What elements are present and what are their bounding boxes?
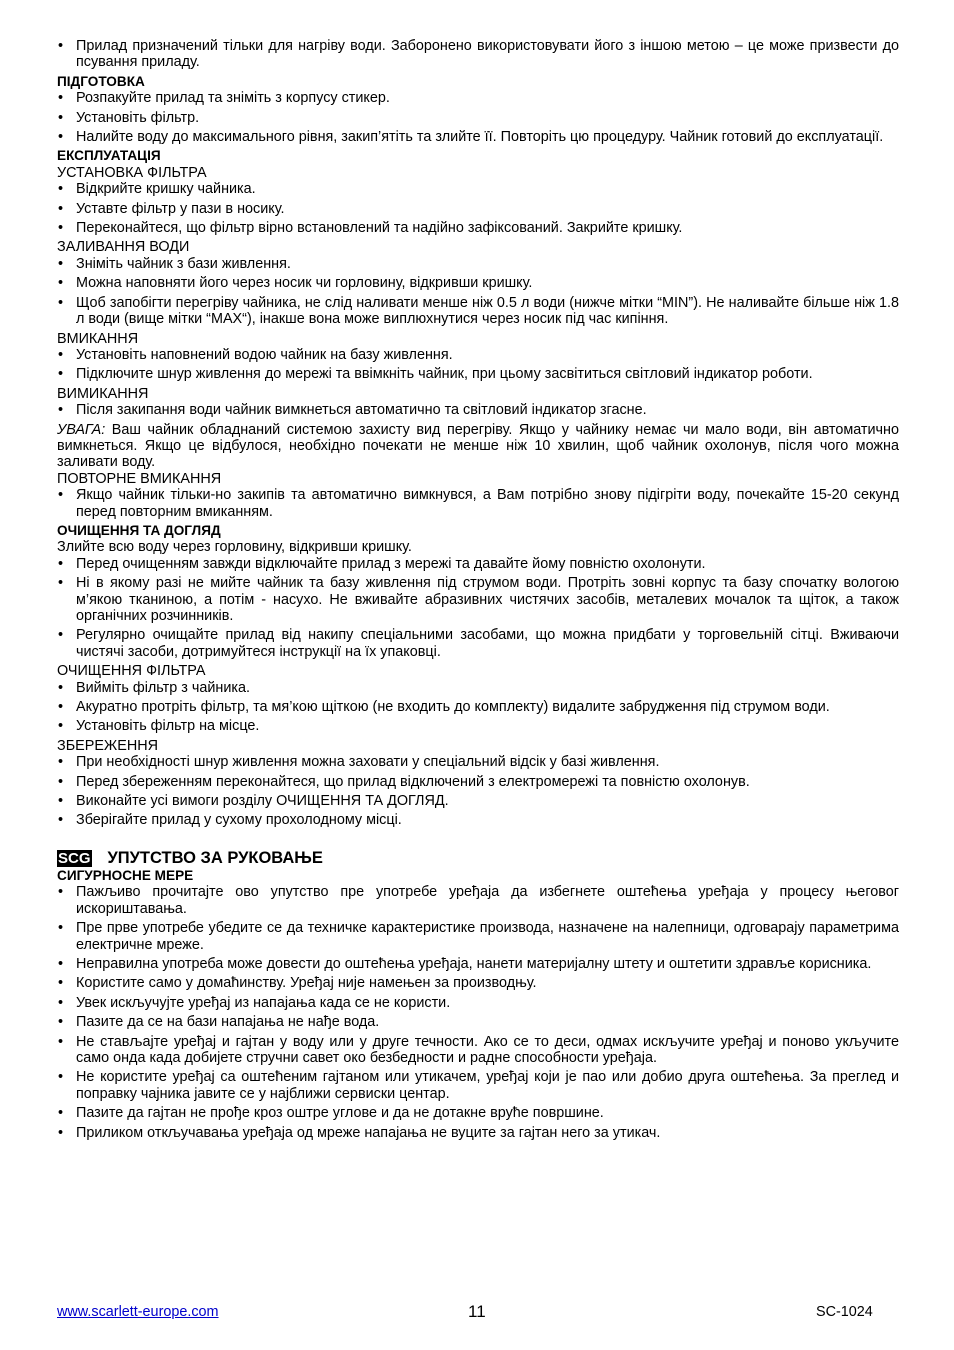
list-item: • Розпакуйте прилад та зніміть з корпусу стикер. (57, 90, 899, 106)
list-item: • Користите само у домаћинству. Уређај није намењен за производњу. (57, 975, 899, 991)
scg-safety-list (57, 884, 899, 1141)
section-heading: ЕКСПЛУАТАЦІЯ (57, 148, 161, 164)
list-item: • Зніміть чайник з бази живлення. (57, 256, 899, 272)
list-item: • Перед очищенням завжди відключайте прилад з мережі та давайте йому повністю охолонути. (57, 556, 899, 572)
list-item: • Налийте воду до максимального рівня, закип’ятіть та злийте її. Повторіть цю процедуру. Чайник готовий до експлуатації. (57, 129, 899, 145)
intro-list (57, 38, 899, 71)
list-item: • Відкрийте кришку чайника. (57, 181, 899, 197)
sections (57, 74, 899, 829)
section-subheading: ВИМИКАННЯ (57, 385, 149, 402)
list-item: • Пре прве употребе убедите се да техничке карактеристике производа, назначене на налепници, одговарају параметрима електричне мреже. (57, 920, 899, 953)
list-item: • Пазите да гајтан не прође кроз оштре углове и да не дотакне вруће површине. (57, 1105, 899, 1121)
list-item: • Пазите да се на бази напајања не нађе вода. (57, 1014, 899, 1030)
bullet-list (57, 90, 899, 145)
section-subheading: ЗБЕРЕЖЕННЯ (57, 737, 158, 754)
list-item: • Після закипання води чайник вимкнеться автоматично та світловий індикатор згасне. (57, 402, 899, 418)
scg-subtitle: СИГУРНОСНЕ МЕРЕ (57, 867, 194, 883)
document-body (57, 38, 899, 1144)
list-item: • Не користите уређај са оштећеним гајтаном или утикачем, уређај који је пао или добио друга оштећења. За преглед и поправку чајника јавите се у најближи сервиски центар. (57, 1069, 899, 1102)
bullet-list (57, 402, 899, 418)
section-subheading: ЗАЛИВАННЯ ВОДИ (57, 239, 190, 256)
list-item: • Уставте фільтр у пази в носику. (57, 201, 899, 217)
list-item: • При необхідності шнур живлення можна заховати у спеціальний відсік у базі живлення. (57, 754, 899, 770)
section-subheading: УСТАНОВКА ФІЛЬТРА (57, 164, 207, 181)
scg-section-title (57, 849, 899, 868)
model-number: SC-1024 (816, 1304, 873, 1320)
bullet-list (57, 347, 899, 383)
bullet-list (57, 680, 899, 735)
list-item: • Не стављајте уређај и гајтан у воду или у друге течности. Ако се то деси, одмах искључите уређај и поново укључите само онда када добијете стручни савет око безбедности и радне способности уређаја. (57, 1034, 899, 1067)
list-item: • Вийміть фільтр з чайника. (57, 680, 899, 696)
scg-title-text: УПУТСТВО ЗА РУКОВАЊЕ (107, 848, 323, 867)
bullet-list (57, 556, 899, 660)
list-item: • Приликом откључавања уређаја од мреже напајања не вуците за гајтан него за утикач. (57, 1125, 899, 1141)
bullet-list (57, 487, 899, 520)
warning-note (57, 422, 899, 471)
list-item: • Установіть фільтр. (57, 110, 899, 126)
list-item: • Переконайтеся, що фільтр вірно встановлений та надійно зафіксований. Закрийте кришку. (57, 220, 899, 236)
section-subheading: ОЧИЩЕННЯ ФІЛЬТРА (57, 663, 206, 680)
page-number: 11 (468, 1302, 486, 1321)
list-item: • Прилад призначений тільки для нагріву води. Заборонено використовувати його з іншою метою – це може призвести до псування приладу. (57, 38, 899, 71)
warning-label: УВАГА: (57, 421, 106, 438)
list-item: • Регулярно очищайте прилад від накипу спеціальними засобами, що можна придбати у торговельній сітці. Вживаючи чистячі засоби, дотримуйтеся інструкції на їх упаковці. (57, 627, 899, 660)
list-item: • Можна наповняти його через носик чи горловину, відкривши кришку. (57, 275, 899, 291)
section-heading: ПІДГОТОВКА (57, 73, 145, 89)
list-item: • Ні в якому разі не мийте чайник та базу живлення під струмом води. Протріть зовні корпус та базу спочатку вологою м’якою тканиною, а потім - насухо. Не вживайте абразивних чистячих засобів, металевих мочалок та щіток, а також органічних розчинників. (57, 575, 899, 624)
section-subheading: ПОВТОРНЕ ВМИКАННЯ (57, 470, 222, 487)
list-item: • Якщо чайник тільки-но закипів та автоматично вимкнувся, а Вам потрібно знову підігріти воду, почекайте 15-20 секунд перед повторним вмиканням. (57, 487, 899, 520)
list-item: • Неправилна употреба може довести до оштећења уређаја, нанети материјалну штету и оштетити здравље корисника. (57, 956, 899, 972)
list-item: • Щоб запобігти перегріву чайника, не слід наливати менше ніж 0.5 л води (нижче мітки “MIN”). Не наливайте більше ніж 1.8 л води (вище мітки “MAX“), інакше вона може виплюхнутися через носик під час кипіння. (57, 295, 899, 328)
scg-badge: SCG (58, 849, 91, 867)
bullet-list (57, 181, 899, 236)
list-item: • Перед збереженням переконайтеся, що прилад відключений з електромережі та повністю охолонув. (57, 774, 899, 790)
list-item: • Установіть фільтр на місце. (57, 718, 899, 734)
section-subheading: ВМИКАННЯ (57, 330, 139, 347)
bullet-list (57, 754, 899, 829)
list-item: • Увек искључујте уређај из напајања када се не користи. (57, 995, 899, 1011)
list-item: • Виконайте усі вимоги розділу ОЧИЩЕННЯ ТА ДОГЛЯД. (57, 793, 899, 809)
list-item: • Пажљиво прочитајте ово упутство пре употребе уређаја да избегнете оштећења уређаја у процесу његовог искориштавања. (57, 884, 899, 917)
warning-text: Ваш чайник обладнаний системою захисту вид перегріву. Якщо у чайнику немає чи мало води, він автоматично вимкнеться. Якщо це відбулося, необхідно почекати не менше ніж 10 хвилин, щоб чайник охолонув, після чого можна заливати воду. (57, 421, 899, 471)
list-item: • Акуратно протріть фільтр, та мя’кою щіткою (не входить до комплекту) видалите забрудження під струмом води. (57, 699, 899, 715)
list-item: • Підключите шнур живлення до мережі та ввімкніть чайник, при цьому засвітиться світловий індикатор роботи. (57, 366, 899, 382)
bullet-list (57, 256, 899, 328)
section-heading: ОЧИЩЕННЯ ТА ДОГЛЯД (57, 522, 221, 538)
list-item: • Зберігайте прилад у сухому прохолодному місці. (57, 812, 899, 828)
footer-website-link[interactable]: www.scarlett-europe.com (57, 1304, 219, 1320)
list-item: • Установіть наповнений водою чайник на базу живлення. (57, 347, 899, 363)
section-subheading: Злийте всю воду через горловину, відкривши кришку. (57, 539, 412, 556)
